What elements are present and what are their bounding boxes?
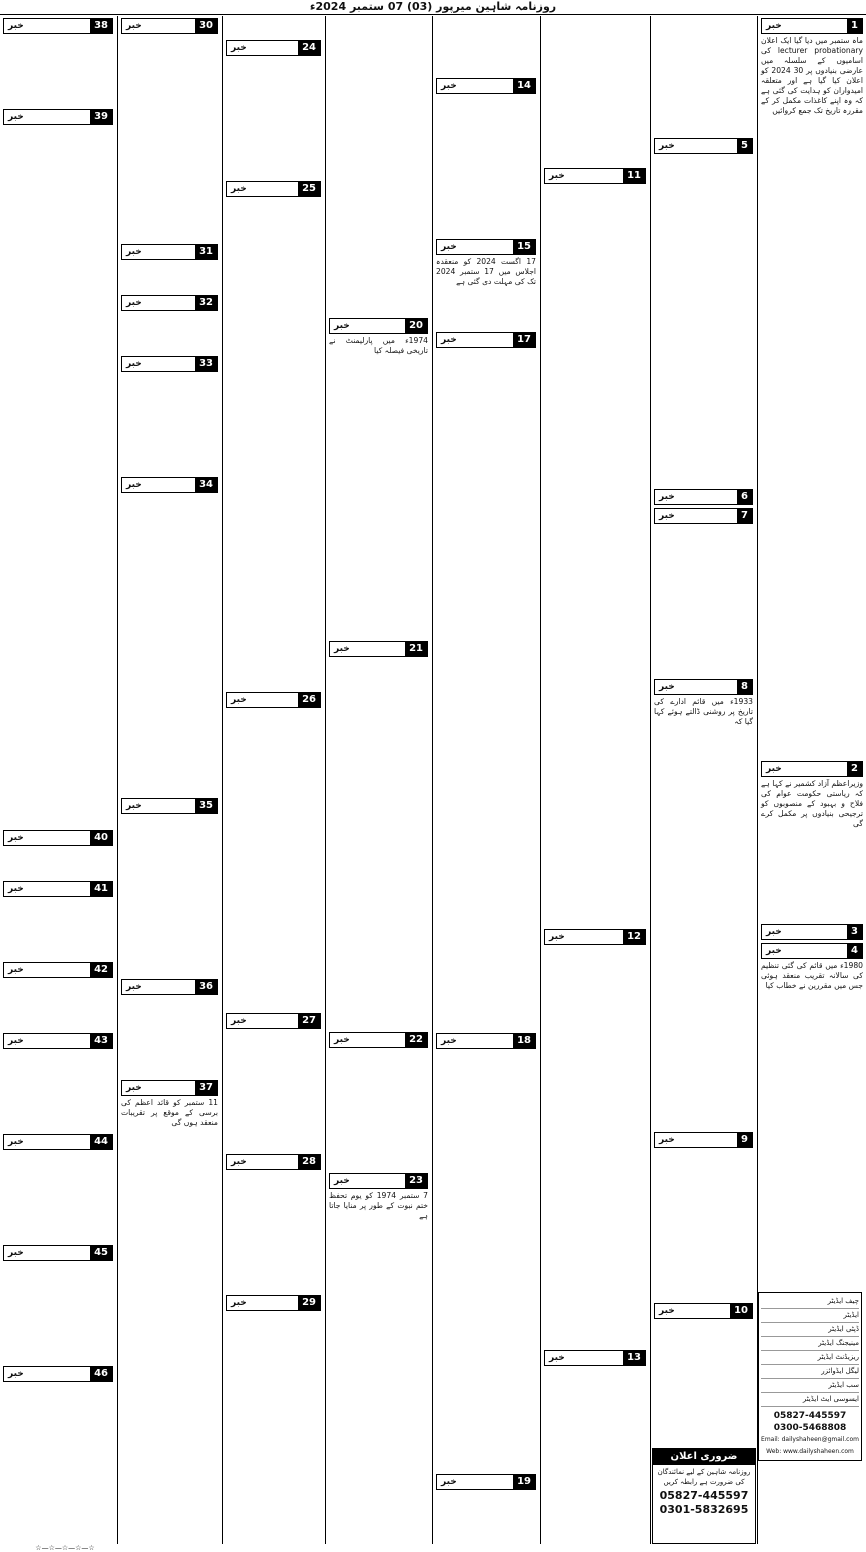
story-body-filler [121,998,218,1078]
story-tag: خبر [8,1248,24,1258]
story-header [3,962,113,978]
story-number: 6 [737,490,752,504]
story-number: 1 [847,19,862,33]
story-body-filler [3,1264,113,1364]
story-number: 25 [298,182,320,196]
story-header [761,18,863,34]
story-45 [3,1245,113,1261]
story-4 [761,943,863,991]
story-number: 37 [195,1081,217,1095]
story-header [761,924,863,940]
masthead-row: لیگل ایڈوائزر [761,1365,859,1379]
story-number: 12 [623,930,645,944]
story-header [3,1245,113,1261]
story-number: 13 [623,1351,645,1365]
story-body-filler [761,832,863,922]
story-number: 43 [90,1034,112,1048]
story-body-filler [3,37,113,107]
story-tag: خبر [126,801,142,811]
story-header [3,18,113,34]
story-header [654,1132,753,1148]
column-4 [432,16,539,1544]
story-number: 2 [847,762,862,776]
story-number: 21 [405,642,427,656]
story-number: 23 [405,1174,427,1188]
story-number: 9 [737,1133,752,1147]
story-10 [654,1303,753,1319]
story-26 [226,692,321,708]
story-tag: خبر [8,833,24,843]
story-tag: خبر [8,965,24,975]
story-44 [3,1134,113,1150]
story-5 [654,138,753,154]
story-header [121,18,218,34]
story-body-filler [329,660,428,1030]
story-header [226,181,321,197]
story-body-filler [654,16,753,136]
story-body-filler [436,97,536,237]
story-tag: خبر [334,321,350,331]
story-body-filler [3,1052,113,1132]
story-11 [544,168,646,184]
story-14 [436,78,536,94]
story-35 [121,798,218,814]
story-number: 39 [90,110,112,124]
story-body-filler [121,817,218,977]
story-header [121,798,218,814]
story-number: 34 [195,478,217,492]
column-3 [540,16,649,1544]
story-tag: خبر [231,184,247,194]
story-29 [226,1295,321,1311]
story-body-filler [654,730,753,1130]
story-tag: خبر [549,171,565,181]
story-body-filler [654,1151,753,1301]
story-number: 19 [513,1475,535,1489]
story-number: 22 [405,1033,427,1047]
story-tag: خبر [126,247,142,257]
story-header [121,979,218,995]
story-number: 10 [730,1304,752,1318]
story-header [226,40,321,56]
story-6 [654,489,753,505]
story-tag: خبر [126,21,142,31]
masthead-row: ریزیڈنٹ ایڈیٹر [761,1351,859,1365]
story-40 [3,830,113,846]
story-header [3,1134,113,1150]
story-21 [329,641,428,657]
story-header [654,679,753,695]
story-15 [436,239,536,287]
story-body-filler [226,59,321,179]
column-6 [222,16,324,1544]
story-text: 17 اگست 2024 کو منعقدہ اجلاس میں 17 ستمبر 2024 تک کی مہلت دی گئی ہے [436,257,536,286]
important-notice-box [652,1448,756,1544]
story-tag: خبر [231,1298,247,1308]
story-body-filler [329,359,428,639]
story-body-filler [329,16,428,316]
story-12 [544,929,646,945]
story-header [3,830,113,846]
story-32 [121,295,218,311]
story-number: 7 [737,509,752,523]
story-body-filler [121,263,218,293]
masthead-box [758,1292,862,1461]
story-text: وزیراعظم آزاد کشمیر نے کہا ہے کہ ریاستی حکومت عوام کی فلاح و بہبود کے منصوبوں کو ترجیحی بنیادوں پر مکمل کرے گی [760,779,863,828]
column-5 [325,16,431,1544]
story-1 [761,18,863,116]
story-number: 4 [847,944,862,958]
story-body-filler [121,37,218,242]
story-27 [226,1013,321,1029]
notice-title: ضروری اعلان [653,1449,755,1465]
story-number: 20 [405,319,427,333]
story-37 [121,1080,218,1128]
footer-stars: ☆—☆—☆—☆—☆ [35,1544,95,1552]
story-tag: خبر [231,695,247,705]
masthead-phones [761,1410,859,1458]
column-7 [117,16,221,1544]
story-18 [436,1033,536,1049]
story-body-filler [654,527,753,677]
story-header [226,1013,321,1029]
story-header [329,641,428,657]
story-body-filler [3,1153,113,1243]
story-number: 24 [298,41,320,55]
story-body-filler [226,1173,321,1293]
story-tag: خبر [231,1016,247,1026]
story-tag: خبر [8,1036,24,1046]
story-text: 1980ء میں قائم کی گئی تنظیم کی سالانہ تقریب منعقد ہوئی جس میں مقررین نے خطاب کیا [761,961,863,990]
story-header [329,1032,428,1048]
story-text: 7 ستمبر 1974 کو یوم تحفظ ختم نبوت کے طور پر منایا جاتا ہے [329,1191,428,1220]
story-body-filler [226,711,321,1011]
story-tag: خبر [659,141,675,151]
story-number: 5 [737,139,752,153]
story-tag: خبر [334,1176,350,1186]
story-header [121,477,218,493]
story-number: 17 [513,333,535,347]
story-number: 14 [513,79,535,93]
story-number: 33 [195,357,217,371]
story-number: 11 [623,169,645,183]
masthead-row: ڈپٹی ایڈیٹر [761,1323,859,1337]
story-36 [121,979,218,995]
story-header [121,356,218,372]
story-body-filler [436,351,536,1031]
story-header [329,1173,428,1189]
story-tag: خبر [334,644,350,654]
story-header [3,109,113,125]
story-42 [3,962,113,978]
story-header [121,244,218,260]
masthead-web: Web: www.dailyshaheen.com [766,1448,854,1455]
story-header [226,692,321,708]
story-tag: خبر [766,764,782,774]
masthead-phone-2: 0300-5468808 [773,1423,847,1433]
story-body-filler [121,375,218,475]
story-text: 1974ء میں پارلیمنٹ نے تاریخی فیصلہ کیا [329,336,428,355]
story-header [761,761,863,777]
story-46 [3,1366,113,1382]
story-header [3,1366,113,1382]
story-2 [761,761,863,829]
story-tag: خبر [8,884,24,894]
story-body-filler [121,314,218,354]
story-header [121,295,218,311]
masthead-row: ایڈیٹر [761,1309,859,1323]
story-tag: خبر [126,359,142,369]
story-33 [121,356,218,372]
story-body-filler [544,948,646,1348]
story-header [226,1154,321,1170]
story-number: 27 [298,1014,320,1028]
story-22 [329,1032,428,1048]
story-body-filler [329,1051,428,1171]
story-tag: خبر [126,982,142,992]
story-tag: خبر [441,335,457,345]
story-tag: خبر [8,1137,24,1147]
story-header [226,1295,321,1311]
story-9 [654,1132,753,1148]
story-28 [226,1154,321,1170]
story-19 [436,1474,536,1490]
story-number: 31 [195,245,217,259]
story-header [436,332,536,348]
story-body-filler [3,981,113,1031]
story-number: 15 [513,240,535,254]
story-body-filler [226,16,321,38]
story-tag: خبر [126,298,142,308]
story-25 [226,181,321,197]
story-header [3,881,113,897]
story-header [3,1033,113,1049]
story-31 [121,244,218,260]
story-17 [436,332,536,348]
story-number: 38 [90,19,112,33]
story-39 [3,109,113,125]
story-text: 1933ء میں قائم ادارے کی تاریخ پر روشنی ڈالتے ہوئے کہا گیا کہ [654,697,753,726]
story-34 [121,477,218,493]
story-header [654,508,753,524]
masthead-row: مینیجنگ ایڈیٹر [761,1337,859,1351]
story-tag: خبر [659,511,675,521]
story-tag: خبر [334,1035,350,1045]
story-text: ماہ ستمبر میں دیا گیا ایک اعلان lecturer probationary کی اسامیوں کے سلسلہ میں عارضی بنیادوں پر 30 2024 کو اعلان کیا گیا ہے اور متعلقہ امیدواران کو ہدایت کی گئی ہے کہ وہ اپنے کاغذات مکمل کر کے مقررہ تاریخ تک جمع کروائیں [761,36,864,115]
story-body-filler [121,496,218,796]
masthead-email: Email: dailyshaheen@gmail.com [761,1436,859,1443]
story-30 [121,18,218,34]
story-tag: خبر [659,492,675,502]
story-number: 18 [513,1034,535,1048]
story-tag: خبر [766,946,782,956]
story-number: 42 [90,963,112,977]
story-tag: خبر [549,932,565,942]
story-header [436,1033,536,1049]
story-number: 8 [737,680,752,694]
story-number: 35 [195,799,217,813]
story-body-filler [226,1032,321,1152]
story-body-filler [436,16,536,76]
column-2 [650,16,756,1544]
story-number: 28 [298,1155,320,1169]
story-number: 36 [195,980,217,994]
story-tag: خبر [441,1477,457,1487]
column-8 [0,16,116,1544]
story-header [436,1474,536,1490]
story-header [329,318,428,334]
story-body-filler [3,900,113,960]
story-38 [3,18,113,34]
story-number: 30 [195,19,217,33]
notice-phone-2: 0301-5832695 [659,1503,749,1516]
story-number: 41 [90,882,112,896]
story-tag: خبر [441,1036,457,1046]
story-13 [544,1350,646,1366]
story-tag: خبر [549,1353,565,1363]
story-8 [654,679,753,727]
story-tag: خبر [8,112,24,122]
story-number: 3 [847,925,862,939]
story-tag: خبر [8,1369,24,1379]
story-body-filler [3,849,113,879]
story-24 [226,40,321,56]
story-header [544,168,646,184]
story-tag: خبر [231,43,247,53]
story-41 [3,881,113,897]
story-body-filler [436,290,536,330]
story-number: 45 [90,1246,112,1260]
story-body-filler [436,1052,536,1472]
story-header [436,239,536,255]
story-body-filler [544,16,646,166]
story-body-filler [761,119,863,759]
masthead-row: سب ایڈیٹر [761,1379,859,1393]
story-tag: خبر [659,682,675,692]
story-tag: خبر [659,1306,675,1316]
notice-phone-1: 05827-445597 [659,1489,749,1502]
masthead-row: ایسوسی ایٹ ایڈیٹر [761,1393,859,1407]
story-header [654,1303,753,1319]
story-header [436,78,536,94]
story-tag: خبر [766,21,782,31]
masthead-phone-1: 05827-445597 [773,1411,847,1421]
story-text: 11 ستمبر کو قائد اعظم کی برسی کے موقع پر تقریبات منعقد ہوں گی [121,1098,218,1127]
story-body-filler [544,187,646,927]
masthead-row: چیف ایڈیٹر [761,1295,859,1309]
story-3 [761,924,863,940]
story-number: 44 [90,1135,112,1149]
story-number: 32 [195,296,217,310]
story-body-filler [654,157,753,487]
story-tag: خبر [126,480,142,490]
story-23 [329,1173,428,1221]
notice-text: روزنامہ شاہین کے لیے نمائندگان کی ضرورت ہے رابطہ کریں [657,1468,751,1486]
story-tag: خبر [766,927,782,937]
story-header [544,1350,646,1366]
story-7 [654,508,753,524]
story-number: 29 [298,1296,320,1310]
story-header [121,1080,218,1096]
story-body-filler [3,128,113,828]
story-body-filler [226,200,321,690]
story-tag: خبر [441,81,457,91]
story-43 [3,1033,113,1049]
story-header [761,943,863,959]
story-number: 26 [298,693,320,707]
story-header [654,138,753,154]
story-tag: خبر [8,21,24,31]
story-number: 40 [90,831,112,845]
story-tag: خبر [659,1135,675,1145]
story-header [654,489,753,505]
story-tag: خبر [231,1157,247,1167]
story-tag: خبر [441,242,457,252]
story-header [544,929,646,945]
story-tag: خبر [126,1083,142,1093]
story-20 [329,318,428,356]
story-number: 46 [90,1367,112,1381]
page-header-date: روزنامہ شاہین میرپور (03) 07 ستمبر 2024ء [0,0,866,15]
